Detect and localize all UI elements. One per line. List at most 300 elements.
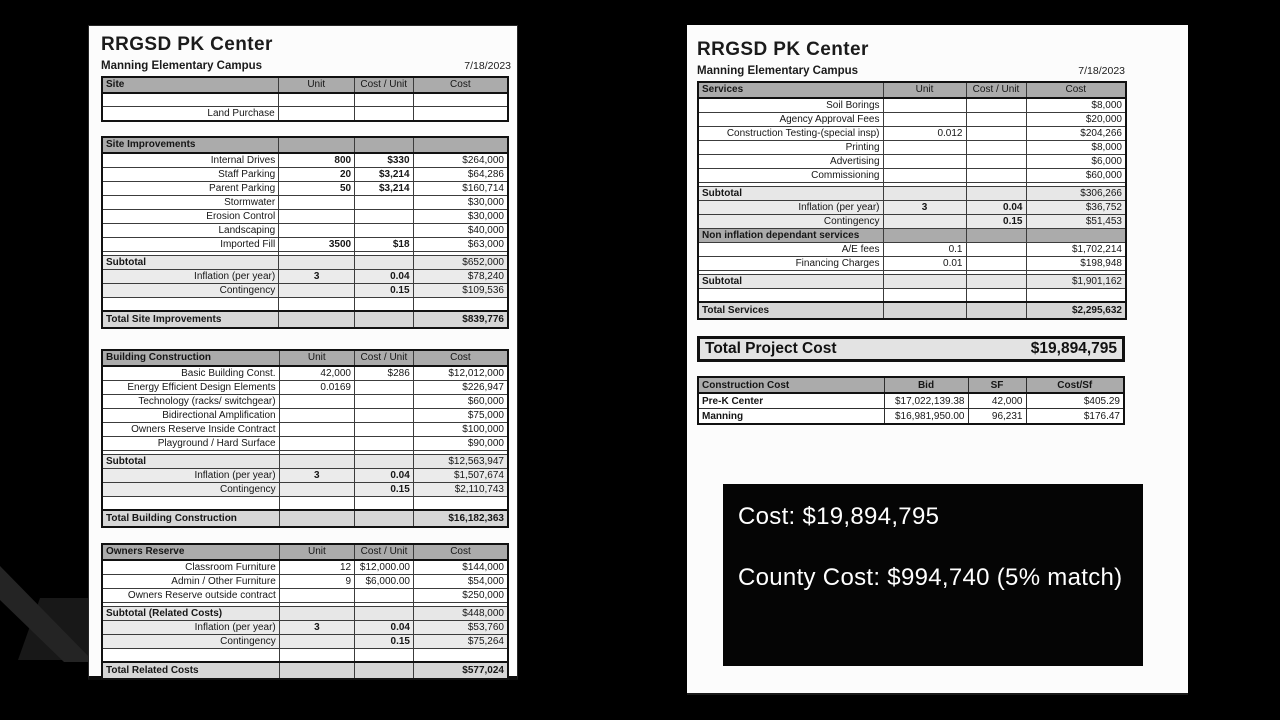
cost-per-unit-value: $6,000.00 bbox=[355, 575, 414, 589]
cost-value: $12,563,947 bbox=[413, 455, 508, 469]
row-label: Classroom Furniture bbox=[102, 560, 279, 575]
unit-value: 42,000 bbox=[279, 366, 354, 381]
table-row bbox=[102, 153, 508, 168]
table-row bbox=[102, 560, 508, 575]
date-label: 7/18/2023 bbox=[1078, 65, 1125, 77]
unit-value bbox=[279, 395, 354, 409]
empty-cell bbox=[355, 649, 414, 663]
date-label: 7/18/2023 bbox=[464, 60, 511, 72]
table-row bbox=[102, 409, 508, 423]
empty-cell bbox=[966, 229, 1026, 243]
cost-per-unit-value bbox=[355, 210, 413, 224]
total-project-cost-label: Total Project Cost bbox=[705, 340, 837, 357]
cost-value: $60,000 bbox=[413, 395, 508, 409]
row-label: Owners Reserve Inside Contract bbox=[102, 423, 279, 437]
cost-per-unit-value bbox=[966, 243, 1026, 257]
row-label: Advertising bbox=[698, 155, 883, 169]
cost-per-unit-value bbox=[355, 395, 414, 409]
cost-per-unit-value: 0.15 bbox=[355, 284, 413, 298]
row-label: Inflation (per year) bbox=[102, 469, 279, 483]
section-header-row bbox=[102, 350, 508, 366]
row-label: Contingency bbox=[102, 483, 279, 497]
section-header-row bbox=[102, 77, 508, 93]
page-title: RRGSD PK Center bbox=[697, 39, 869, 60]
empty-cell bbox=[102, 298, 279, 312]
building-construction-table bbox=[101, 349, 509, 528]
cost-value: $1,702,214 bbox=[1026, 243, 1126, 257]
row-label: Erosion Control bbox=[102, 210, 279, 224]
row-label: Contingency bbox=[102, 284, 279, 298]
table-row bbox=[102, 366, 508, 381]
total-cost-text: Cost: $19,894,795 bbox=[738, 503, 940, 530]
cost-value: $226,947 bbox=[413, 381, 508, 395]
table-row bbox=[102, 437, 508, 451]
table-row bbox=[102, 311, 508, 328]
unit-value bbox=[279, 510, 354, 527]
unit-value: 9 bbox=[279, 575, 354, 589]
empty-cell bbox=[966, 289, 1026, 303]
table-row bbox=[698, 169, 1126, 183]
empty-cell bbox=[1026, 229, 1126, 243]
table-row bbox=[102, 93, 508, 107]
table-row bbox=[698, 127, 1126, 141]
cost-value: $90,000 bbox=[413, 437, 508, 451]
cost-value: $198,948 bbox=[1026, 257, 1126, 271]
row-label: Financing Charges bbox=[698, 257, 883, 271]
unit-value bbox=[883, 141, 966, 155]
table-row bbox=[698, 275, 1126, 289]
table-row bbox=[698, 229, 1126, 243]
cost-per-unit-value bbox=[355, 662, 414, 679]
unit-value bbox=[883, 98, 966, 113]
unit-value: 12 bbox=[279, 560, 354, 575]
cost-value: $17,022,139.38 bbox=[884, 393, 968, 409]
cost-value: $16,981,950.00 bbox=[884, 409, 968, 425]
column-header: Unit bbox=[279, 544, 354, 560]
cost-per-unit-value bbox=[355, 224, 413, 238]
table-row bbox=[102, 589, 508, 603]
cost-value: $30,000 bbox=[413, 196, 508, 210]
row-label: Soil Borings bbox=[698, 98, 883, 113]
cost-per-unit-value: 0.15 bbox=[966, 215, 1026, 229]
section-header-row bbox=[698, 82, 1126, 98]
unit-value: 0.012 bbox=[883, 127, 966, 141]
cost-value: $839,776 bbox=[413, 311, 508, 328]
empty-cell bbox=[413, 298, 508, 312]
row-label: Agency Approval Fees bbox=[698, 113, 883, 127]
row-label: Basic Building Const. bbox=[102, 366, 279, 381]
cost-per-unit-value bbox=[966, 155, 1026, 169]
cost-value: $75,000 bbox=[413, 409, 508, 423]
column-header: Cost / Unit bbox=[355, 544, 414, 560]
table-row bbox=[698, 289, 1126, 303]
cost-per-unit-value bbox=[966, 98, 1026, 113]
site-table bbox=[101, 76, 509, 122]
unit-value bbox=[883, 275, 966, 289]
row-label: A/E fees bbox=[698, 243, 883, 257]
cost-value: $144,000 bbox=[413, 560, 508, 575]
unit-value bbox=[883, 215, 966, 229]
unit-value: 0.0169 bbox=[279, 381, 354, 395]
unit-value bbox=[279, 662, 354, 679]
column-header: Cost bbox=[1026, 82, 1126, 98]
row-label: Total Related Costs bbox=[102, 662, 279, 679]
section-header-row bbox=[102, 544, 508, 560]
row-label: Total Services bbox=[698, 302, 883, 319]
empty-cell bbox=[279, 497, 354, 511]
unit-value: 3500 bbox=[279, 238, 355, 252]
table-row bbox=[102, 395, 508, 409]
table-row bbox=[698, 257, 1126, 271]
table-row bbox=[102, 270, 508, 284]
cost-value: $20,000 bbox=[1026, 113, 1126, 127]
cost-value: $40,000 bbox=[413, 224, 508, 238]
right-cost-sheet-page bbox=[687, 25, 1188, 695]
table-row bbox=[102, 381, 508, 395]
unit-value bbox=[279, 256, 355, 270]
section-title: Non inflation dependant services bbox=[698, 229, 883, 243]
column-header: Cost/Sf bbox=[1026, 377, 1124, 393]
row-label: Subtotal bbox=[102, 256, 279, 270]
row-label: Construction Testing-(special insp) bbox=[698, 127, 883, 141]
row-label: Admin / Other Furniture bbox=[102, 575, 279, 589]
table-row bbox=[102, 423, 508, 437]
table-row bbox=[698, 187, 1126, 201]
cost-value: $54,000 bbox=[413, 575, 508, 589]
cost-per-unit-value: $330 bbox=[355, 153, 413, 168]
cost-per-unit-value bbox=[355, 437, 414, 451]
unit-value bbox=[279, 311, 355, 328]
cost-per-unit-value bbox=[966, 113, 1026, 127]
cost-value: $8,000 bbox=[1026, 98, 1126, 113]
cost-per-unit-value bbox=[355, 455, 414, 469]
table-row bbox=[698, 215, 1126, 229]
cost-value: $448,000 bbox=[413, 607, 508, 621]
cost-per-unit-value: $3,214 bbox=[355, 182, 413, 196]
cost-value: $6,000 bbox=[1026, 155, 1126, 169]
cost-value: $78,240 bbox=[413, 270, 508, 284]
table-row bbox=[102, 575, 508, 589]
unit-value bbox=[883, 155, 966, 169]
table-row bbox=[698, 155, 1126, 169]
table-row bbox=[102, 284, 508, 298]
cost-value: $109,536 bbox=[413, 284, 508, 298]
unit-value bbox=[883, 113, 966, 127]
empty-cell bbox=[102, 497, 279, 511]
column-header: Cost / Unit bbox=[354, 77, 413, 93]
unit-value bbox=[279, 483, 354, 497]
empty-cell bbox=[355, 298, 413, 312]
row-label: Owners Reserve outside contract bbox=[102, 589, 279, 603]
empty-cell bbox=[278, 93, 354, 107]
cost-per-unit-value bbox=[966, 257, 1026, 271]
construction-cost-table bbox=[697, 376, 1125, 425]
table-row bbox=[102, 607, 508, 621]
table-row bbox=[102, 182, 508, 196]
table-row bbox=[698, 113, 1126, 127]
cost-value: $64,286 bbox=[413, 168, 508, 182]
column-header bbox=[279, 137, 355, 153]
subtitle-row bbox=[101, 58, 511, 72]
section-title: Site Improvements bbox=[102, 137, 279, 153]
column-header: Bid bbox=[884, 377, 968, 393]
table-row bbox=[102, 298, 508, 312]
cost-value: $1,507,674 bbox=[413, 469, 508, 483]
unit-value bbox=[883, 187, 966, 201]
unit-value bbox=[279, 635, 354, 649]
column-header: SF bbox=[968, 377, 1026, 393]
unit-value bbox=[279, 224, 355, 238]
cost-summary-box bbox=[723, 484, 1143, 666]
empty-cell bbox=[279, 298, 355, 312]
construction-cost-container bbox=[697, 376, 1188, 425]
row-label: Land Purchase bbox=[102, 107, 278, 122]
table-row bbox=[698, 141, 1126, 155]
unit-value bbox=[278, 107, 354, 122]
cost-value: $12,012,000 bbox=[413, 366, 508, 381]
table-row bbox=[698, 98, 1126, 113]
cost-per-unit-value bbox=[355, 423, 414, 437]
row-label: Contingency bbox=[698, 215, 883, 229]
cost-value: $53,760 bbox=[413, 621, 508, 635]
row-label: Internal Drives bbox=[102, 153, 279, 168]
unit-value: 800 bbox=[279, 153, 355, 168]
empty-cell bbox=[279, 649, 354, 663]
cost-value: $8,000 bbox=[1026, 141, 1126, 155]
cost-per-unit-value: $18 bbox=[355, 238, 413, 252]
table-row bbox=[102, 168, 508, 182]
cost-per-unit-value bbox=[354, 107, 413, 122]
row-label: Playground / Hard Surface bbox=[102, 437, 279, 451]
cost-per-unit-value bbox=[355, 196, 413, 210]
total-project-cost-banner bbox=[697, 336, 1125, 362]
cost-value: $36,752 bbox=[1026, 201, 1126, 215]
unit-value bbox=[279, 607, 354, 621]
owners-reserve-table bbox=[101, 543, 509, 680]
empty-cell bbox=[1026, 289, 1126, 303]
unit-value: 50 bbox=[279, 182, 355, 196]
cost-per-unit-value bbox=[355, 589, 414, 603]
cost-value: $60,000 bbox=[1026, 169, 1126, 183]
unit-value bbox=[279, 589, 354, 603]
empty-cell bbox=[883, 229, 966, 243]
cost-value: $577,024 bbox=[413, 662, 508, 679]
table-row bbox=[102, 621, 508, 635]
row-label: Contingency bbox=[102, 635, 279, 649]
site-improvements-table bbox=[101, 136, 509, 329]
unit-value bbox=[279, 196, 355, 210]
empty-cell bbox=[413, 497, 508, 511]
cost-value: $16,182,363 bbox=[413, 510, 508, 527]
row-label: Staff Parking bbox=[102, 168, 279, 182]
cost-per-unit-value: 0.15 bbox=[355, 635, 414, 649]
section-title: Owners Reserve bbox=[102, 544, 279, 560]
unit-value: 0.01 bbox=[883, 257, 966, 271]
cost-per-unit-value bbox=[966, 302, 1026, 319]
unit-value: 3 bbox=[279, 270, 355, 284]
cost-value: $1,901,162 bbox=[1026, 275, 1126, 289]
table-row bbox=[102, 483, 508, 497]
table-row bbox=[102, 662, 508, 679]
cost-value: 42,000 bbox=[968, 393, 1026, 409]
table-row bbox=[698, 302, 1126, 319]
cost-value: $405.29 bbox=[1026, 393, 1124, 409]
table-row bbox=[102, 469, 508, 483]
cost-value: 96,231 bbox=[968, 409, 1026, 425]
table-row bbox=[102, 635, 508, 649]
table-row bbox=[102, 510, 508, 527]
table-row bbox=[102, 224, 508, 238]
cost-value: $2,295,632 bbox=[1026, 302, 1126, 319]
row-label: Subtotal bbox=[698, 187, 883, 201]
table-row bbox=[102, 107, 508, 122]
cost-value: $204,266 bbox=[1026, 127, 1126, 141]
cost-value: $264,000 bbox=[413, 153, 508, 168]
row-label: Commissioning bbox=[698, 169, 883, 183]
construction-cost-header-row bbox=[698, 377, 1124, 393]
row-label: Landscaping bbox=[102, 224, 279, 238]
column-header: Cost bbox=[413, 350, 508, 366]
column-header: Cost bbox=[413, 544, 508, 560]
cost-per-unit-value bbox=[355, 256, 413, 270]
unit-value: 3 bbox=[883, 201, 966, 215]
table-row bbox=[102, 238, 508, 252]
empty-cell bbox=[102, 93, 278, 107]
empty-cell bbox=[102, 649, 279, 663]
row-label: Inflation (per year) bbox=[698, 201, 883, 215]
table-row bbox=[102, 256, 508, 270]
cost-value: $652,000 bbox=[413, 256, 508, 270]
column-header bbox=[355, 137, 413, 153]
cost-per-unit-value bbox=[355, 607, 414, 621]
unit-value: 3 bbox=[279, 621, 354, 635]
row-label: Pre-K Center bbox=[698, 393, 884, 409]
campus-subtitle: Manning Elementary Campus bbox=[697, 65, 859, 77]
unit-value bbox=[279, 455, 354, 469]
row-label: Subtotal (Related Costs) bbox=[102, 607, 279, 621]
row-label: Subtotal bbox=[102, 455, 279, 469]
table-row bbox=[102, 455, 508, 469]
cost-per-unit-value bbox=[966, 127, 1026, 141]
cost-per-unit-value: $3,214 bbox=[355, 168, 413, 182]
column-header: Cost bbox=[413, 77, 508, 93]
section-title: Services bbox=[698, 82, 883, 98]
table-row bbox=[102, 210, 508, 224]
unit-value bbox=[279, 409, 354, 423]
row-label: Manning bbox=[698, 409, 884, 425]
empty-cell bbox=[698, 289, 883, 303]
row-label: Stormwater bbox=[102, 196, 279, 210]
unit-value: 0.1 bbox=[883, 243, 966, 257]
table-row bbox=[698, 201, 1126, 215]
cost-value bbox=[413, 107, 508, 122]
section-title: Site bbox=[102, 77, 278, 93]
table-row bbox=[698, 409, 1124, 425]
cost-per-unit-value: 0.15 bbox=[355, 483, 414, 497]
row-label: Total Building Construction bbox=[102, 510, 279, 527]
table-row bbox=[102, 196, 508, 210]
row-label: Parent Parking bbox=[102, 182, 279, 196]
empty-cell bbox=[413, 649, 508, 663]
row-label: Total Site Improvements bbox=[102, 311, 279, 328]
column-header: Cost / Unit bbox=[966, 82, 1026, 98]
row-label: Technology (racks/ switchgear) bbox=[102, 395, 279, 409]
empty-cell bbox=[883, 289, 966, 303]
cost-per-unit-value: 0.04 bbox=[355, 469, 414, 483]
page-title: RRGSD PK Center bbox=[101, 34, 273, 55]
row-label: Printing bbox=[698, 141, 883, 155]
cost-value: $176.47 bbox=[1026, 409, 1124, 425]
cost-per-unit-value bbox=[966, 187, 1026, 201]
row-label: Bidirectional Amplification bbox=[102, 409, 279, 423]
cost-value: $306,266 bbox=[1026, 187, 1126, 201]
row-label: Imported Fill bbox=[102, 238, 279, 252]
unit-value bbox=[279, 423, 354, 437]
section-header-row bbox=[102, 137, 508, 153]
unit-value bbox=[883, 302, 966, 319]
column-header: Construction Cost bbox=[698, 377, 884, 393]
subtitle-row bbox=[697, 63, 1125, 77]
unit-value bbox=[279, 284, 355, 298]
cost-value: $100,000 bbox=[413, 423, 508, 437]
total-project-cost-value: $19,894,795 bbox=[1030, 340, 1117, 357]
left-cost-sheet-page bbox=[88, 25, 518, 680]
row-label: Inflation (per year) bbox=[102, 621, 279, 635]
table-row bbox=[698, 243, 1126, 257]
services-table bbox=[697, 81, 1127, 320]
cost-per-unit-value: 0.04 bbox=[355, 270, 413, 284]
county-cost-text: County Cost: $994,740 (5% match) bbox=[738, 564, 1123, 591]
cost-value: $75,264 bbox=[413, 635, 508, 649]
cost-per-unit-value bbox=[355, 381, 414, 395]
cost-value: $63,000 bbox=[413, 238, 508, 252]
unit-value: 3 bbox=[279, 469, 354, 483]
column-header bbox=[413, 137, 508, 153]
unit-value: 20 bbox=[279, 168, 355, 182]
cost-value: $2,110,743 bbox=[413, 483, 508, 497]
cost-value: $250,000 bbox=[413, 589, 508, 603]
cost-value: $51,453 bbox=[1026, 215, 1126, 229]
cost-per-unit-value: $12,000.00 bbox=[355, 560, 414, 575]
section-title: Building Construction bbox=[102, 350, 279, 366]
unit-value bbox=[279, 437, 354, 451]
unit-value bbox=[883, 169, 966, 183]
cost-per-unit-value bbox=[966, 141, 1026, 155]
column-header: Unit bbox=[279, 350, 354, 366]
column-header: Unit bbox=[278, 77, 354, 93]
table-row bbox=[698, 393, 1124, 409]
cost-value: $30,000 bbox=[413, 210, 508, 224]
cost-per-unit-value: 0.04 bbox=[355, 621, 414, 635]
table-row bbox=[102, 649, 508, 663]
unit-value bbox=[279, 210, 355, 224]
empty-cell bbox=[354, 93, 413, 107]
empty-cell bbox=[413, 93, 508, 107]
cost-value: $160,714 bbox=[413, 182, 508, 196]
row-label: Subtotal bbox=[698, 275, 883, 289]
cost-per-unit-value bbox=[966, 169, 1026, 183]
cost-per-unit-value bbox=[355, 409, 414, 423]
empty-cell bbox=[355, 497, 414, 511]
campus-subtitle: Manning Elementary Campus bbox=[101, 60, 263, 72]
left-tables-container bbox=[101, 76, 509, 680]
row-label: Energy Efficient Design Elements bbox=[102, 381, 279, 395]
cost-per-unit-value: 0.04 bbox=[966, 201, 1026, 215]
cost-per-unit-value bbox=[355, 311, 413, 328]
cost-per-unit-value: $286 bbox=[355, 366, 414, 381]
column-header: Cost / Unit bbox=[355, 350, 414, 366]
table-row bbox=[102, 497, 508, 511]
